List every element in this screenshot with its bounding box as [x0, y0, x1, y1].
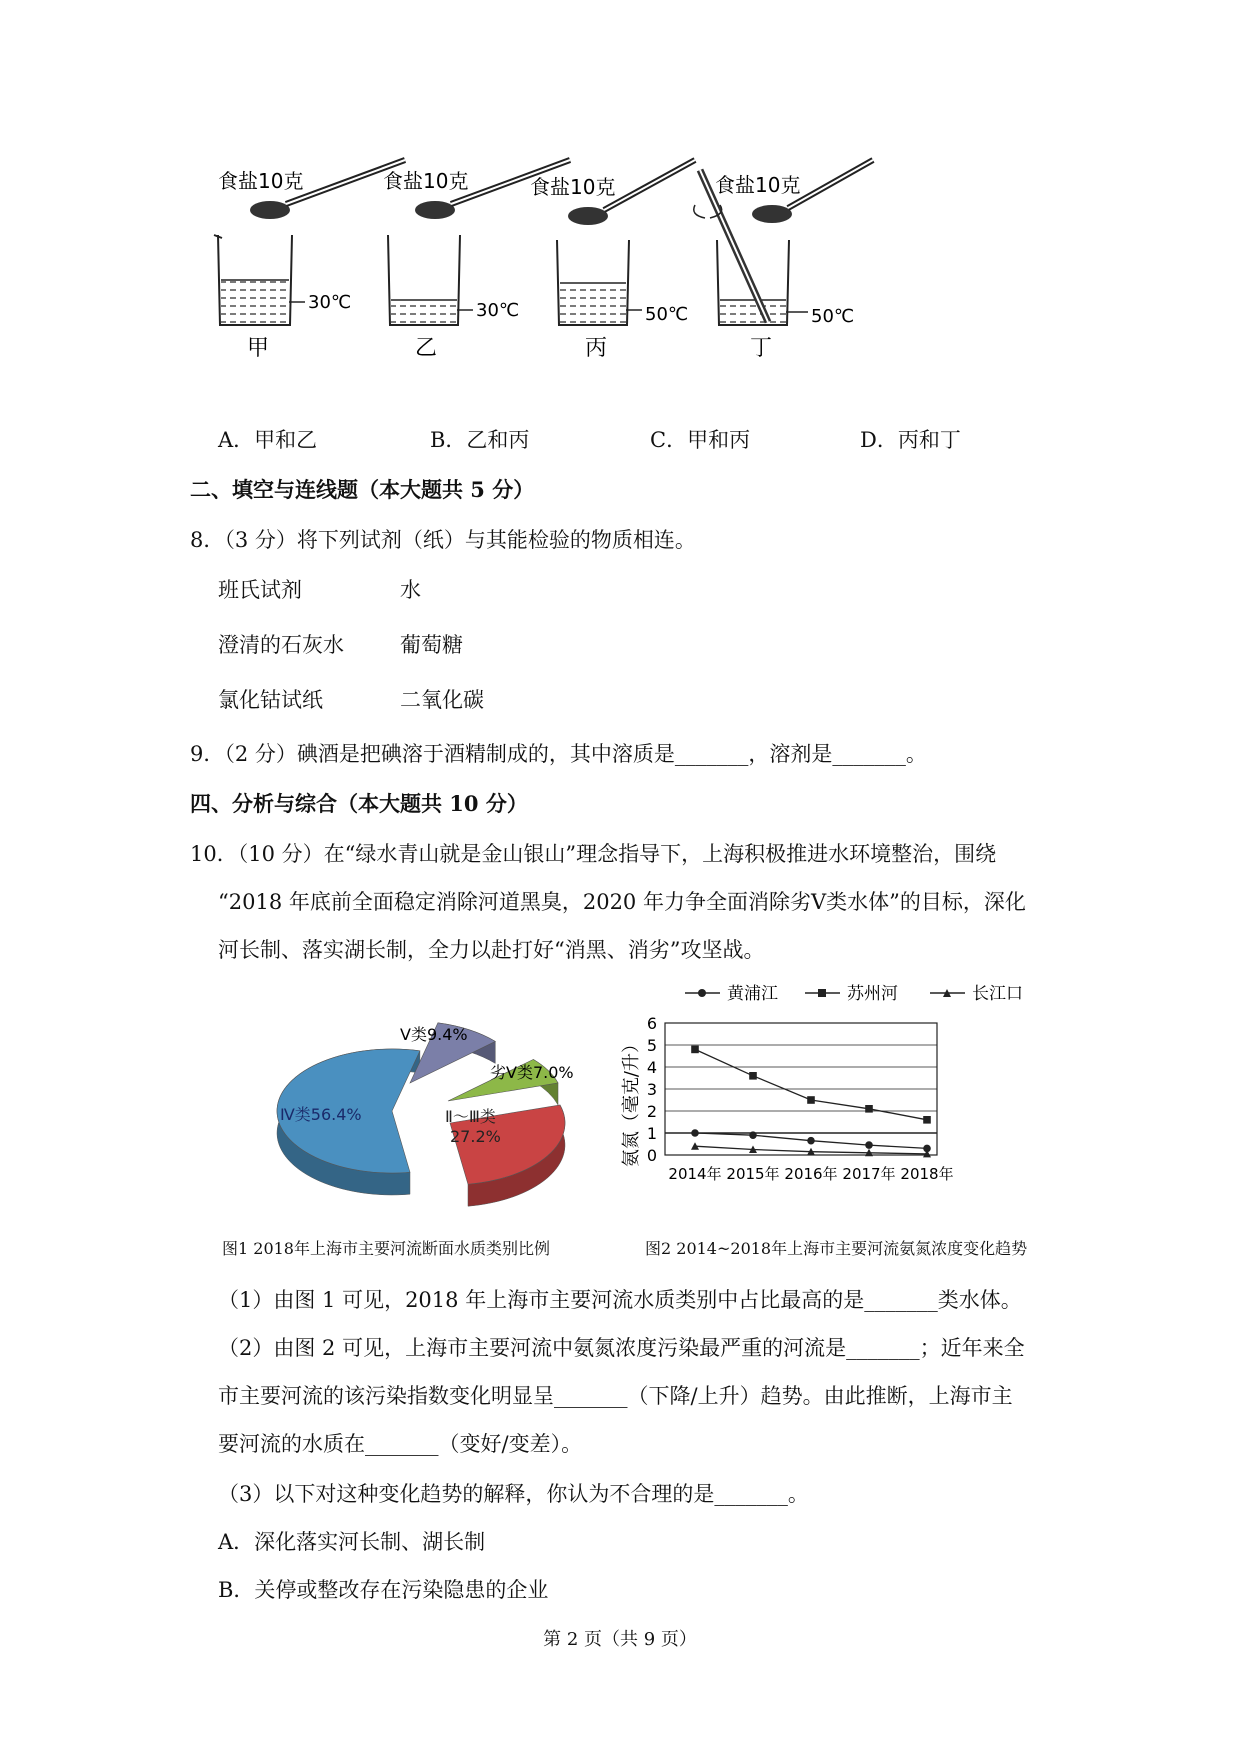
- series-line: [695, 1049, 927, 1119]
- q8-stem: 8．（3 分）将下列试剂（纸）与其能检验的物质相连。: [190, 528, 696, 552]
- q10-sub3: （3）以下对这种变化趋势的解释，你认为不合理的是_______。: [218, 1482, 809, 1506]
- beaker-bing: [530, 160, 695, 361]
- q8-right-item: 葡萄糖: [400, 633, 463, 657]
- temp-label: 30℃: [308, 292, 352, 313]
- pie-label: Ⅳ类56.4%: [280, 1105, 362, 1124]
- pie-label: Ⅱ～Ⅲ类: [445, 1107, 496, 1126]
- data-point: [691, 1129, 699, 1137]
- y-tick-label: 6: [646, 1014, 657, 1033]
- beakers-figure: [190, 150, 1010, 405]
- svg-text:乙: 乙: [415, 336, 438, 361]
- y-tick-label: 2: [646, 1102, 657, 1121]
- section-2-title: 二、填空与连线题（本大题共 5 分）: [190, 477, 535, 502]
- svg-text:50℃: 50℃: [811, 306, 855, 327]
- q10-line: “2018 年底前全面稳定消除河道黑臭，2020 年力争全面消除劣Ⅴ类水体”的目标，深化: [218, 890, 1026, 914]
- q8-left-item: 氯化钴试纸: [218, 688, 323, 712]
- y-tick-label: 0: [646, 1146, 657, 1165]
- page-footer: 第 2 页（共 9 页）: [543, 1629, 697, 1650]
- legend-label: 长江口: [972, 984, 1023, 1004]
- y-tick-label: 4: [646, 1058, 657, 1077]
- y-tick-label: 5: [646, 1036, 657, 1055]
- pie-label: Ⅴ类9.4%: [400, 1025, 468, 1044]
- q8-right-item: 水: [400, 578, 421, 602]
- data-point: [807, 1137, 815, 1145]
- option-b[interactable]: B．乙和丙: [430, 428, 530, 452]
- x-tick-label: 2016年: [784, 1165, 838, 1183]
- data-point: [865, 1105, 873, 1113]
- svg-text:30℃: 30℃: [476, 300, 520, 321]
- q8-left-item: 澄清的石灰水: [218, 633, 344, 657]
- legend-marker: [818, 989, 826, 997]
- option-c[interactable]: C．甲和丙: [650, 428, 751, 452]
- figure-2-caption: 图2 2014~2018年上海市主要河流氨氮浓度变化趋势: [645, 1239, 1028, 1258]
- legend-label: 苏州河: [847, 984, 898, 1004]
- data-point: [749, 1072, 757, 1080]
- y-axis-label: 氨氮（毫克/升）: [621, 1035, 642, 1168]
- data-point: [691, 1046, 699, 1054]
- q10-option-b[interactable]: B．关停或整改存在污染隐患的企业: [218, 1578, 549, 1602]
- legend-marker: [698, 989, 706, 997]
- beaker-name: 甲: [247, 336, 270, 361]
- q10-line: 10．（10 分）在“绿水青山就是金山银山”理念指导下，上海积极推进水环境整治，围绕: [190, 842, 997, 866]
- svg-text:食盐10克: 食盐10克: [530, 175, 616, 199]
- data-point: [807, 1096, 815, 1104]
- svg-text:食盐10克: 食盐10克: [715, 173, 801, 197]
- pie-label: 27.2%: [450, 1127, 501, 1146]
- beaker-ding: [694, 160, 873, 361]
- spoon-label: 食盐10克: [218, 169, 304, 193]
- figure-1-caption: 图1 2018年上海市主要河流断面水质类别比例: [222, 1239, 550, 1258]
- data-point: [923, 1116, 931, 1124]
- x-tick-label: 2015年: [726, 1165, 780, 1183]
- y-tick-label: 1: [646, 1124, 657, 1143]
- y-tick-label: 3: [646, 1080, 657, 1099]
- svg-text:丁: 丁: [750, 336, 773, 361]
- section-4-title: 四、分析与综合（本大题共 10 分）: [190, 791, 528, 816]
- beaker-jia: [214, 160, 405, 361]
- x-tick-label: 2014年: [668, 1165, 722, 1183]
- option-a[interactable]: A．甲和乙: [218, 428, 318, 452]
- data-point: [749, 1131, 757, 1139]
- x-tick-label: 2017年: [842, 1165, 896, 1183]
- q9-stem: 9．（2 分）碘酒是把碘溶于酒精制成的，其中溶质是_______，溶剂是_______。: [190, 742, 927, 766]
- legend-label: 黄浦江: [727, 984, 778, 1004]
- pie-label: 劣Ⅴ类7.0%: [490, 1063, 574, 1082]
- svg-text:食盐10克: 食盐10克: [383, 169, 469, 193]
- q10-sub2: （2）由图 2 可见，上海市主要河流中氨氮浓度污染最严重的河流是_______；近年来全: [218, 1336, 1025, 1360]
- q8-left-item: 班氏试剂: [218, 578, 302, 602]
- data-point: [865, 1141, 873, 1149]
- pie-chart: [260, 1010, 600, 1210]
- x-tick-label: 2018年: [900, 1165, 954, 1183]
- q8-right-item: 二氧化碳: [400, 688, 484, 712]
- q10-sub2: 市主要河流的该污染指数变化明显呈_______（下降/上升）趋势。由此推断，上海市主: [218, 1384, 1013, 1408]
- option-d[interactable]: D．丙和丁: [860, 428, 961, 452]
- svg-text:50℃: 50℃: [645, 304, 689, 325]
- q10-sub1: （1）由图 1 可见，2018 年上海市主要河流水质类别中占比最高的是_______类水体。: [218, 1288, 1022, 1312]
- q10-sub2: 要河流的水质在_______（变好/变差）。: [218, 1432, 583, 1456]
- q10-line: 河长制、落实湖长制，全力以赴打好“消黑、消劣”攻坚战。: [218, 938, 765, 962]
- line-chart: [621, 975, 1065, 1220]
- legend: [685, 984, 1023, 1004]
- q10-option-a[interactable]: A．深化落实河长制、湖长制: [218, 1530, 486, 1554]
- svg-text:丙: 丙: [585, 336, 608, 361]
